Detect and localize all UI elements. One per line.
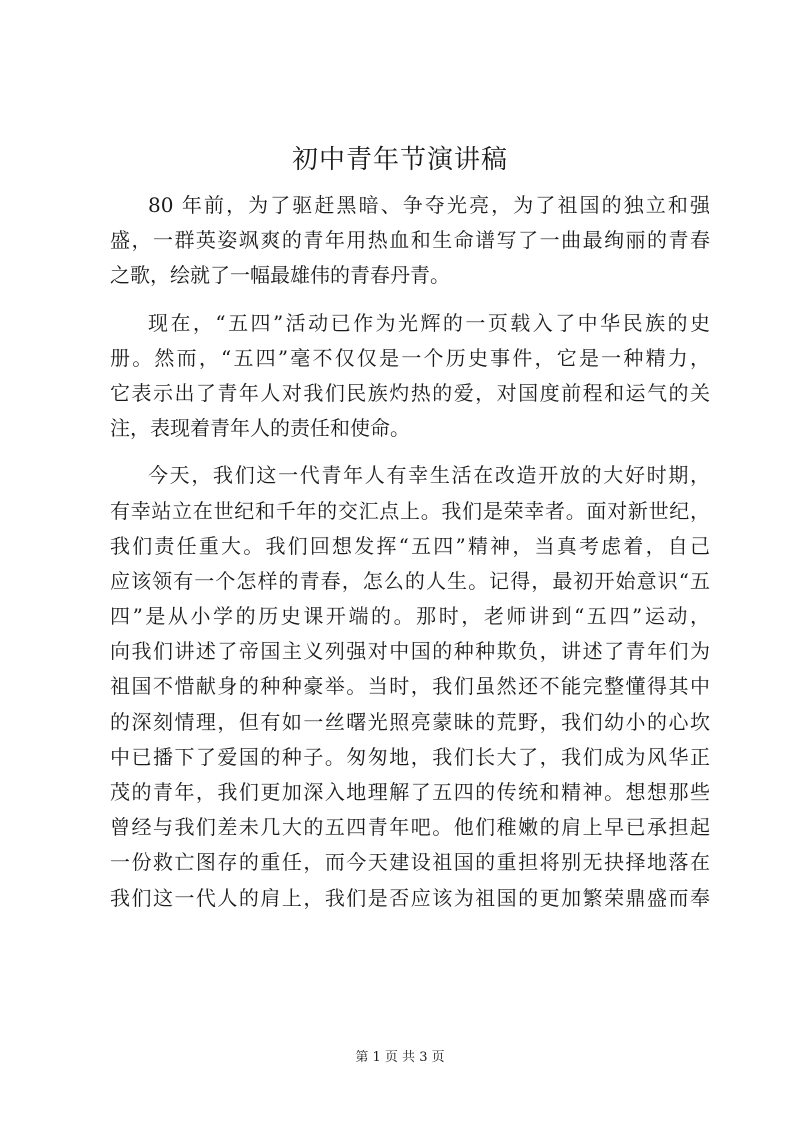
paragraph-line: 注，表现着青年人的责任和使命。 xyxy=(110,416,410,441)
paragraph-2 xyxy=(110,306,710,447)
paragraph-line: 之歌，绘就了一幅最雄伟的青春丹青。 xyxy=(110,263,450,288)
paragraph-line: 中已播下了爱国的种子。匆匆地，我们长大了，我们成为风华正 xyxy=(110,744,710,769)
paragraph-line: 一份救亡图存的重任，而今天建设祖国的重担将别无抉择地落在 xyxy=(110,850,710,875)
paragraph-line: 册。然而，“五四”毫不仅仅是一个历史事件，它是一种精力， xyxy=(110,345,710,370)
paragraph-3 xyxy=(110,458,710,915)
document-title: 初中青年节演讲稿 xyxy=(291,145,508,175)
paragraph-line: 它表示出了青年人对我们民族灼热的爱，对国度前程和运气的关 xyxy=(110,380,710,405)
paragraph-line: 四”是从小学的历史课开端的。那时，老师讲到“五四”运动， xyxy=(110,604,710,629)
paragraph-line: 的深刻情理，但有如一丝曙光照亮蒙昧的荒野，我们幼小的心坎 xyxy=(110,709,710,734)
paragraph-line: 80 年前，为了驱赶黑暗、争夺光亮，为了祖国的独立和强 xyxy=(148,193,710,217)
paragraph-line: 我们责任重大。我们回想发挥“五四”精神，当真考虑着，自己 xyxy=(110,533,710,558)
paragraph-line: 祖国不惜献身的种种豪举。当时，我们虽然还不能完整懂得其中 xyxy=(110,674,710,699)
paragraph-line: 有幸站立在世纪和千年的交汇点上。我们是荣幸者。面对新世纪， xyxy=(110,498,710,523)
paragraph-1 xyxy=(110,188,710,294)
paragraph-line: 盛，一群英姿飒爽的青年用热血和生命谱写了一曲最绚丽的青春 xyxy=(110,228,710,253)
page-footer: 第 1 页 共 3 页 xyxy=(355,1050,445,1065)
paragraph-line: 今天，我们这一代青年人有幸生活在改造开放的大好时期， xyxy=(148,463,710,488)
paragraph-line: 现在，“五四”活动已作为光辉的一页载入了中华民族的史 xyxy=(148,310,710,335)
paragraph-line: 向我们讲述了帝国主义列强对中国的种种欺负，讲述了青年们为 xyxy=(110,639,710,664)
document-body xyxy=(110,188,710,928)
paragraph-line: 曾经与我们差未几大的五四青年吧。他们稚嫩的肩上早已承担起 xyxy=(110,815,710,840)
paragraph-line: 应该领有一个怎样的青春，怎么的人生。记得，最初开始意识“五 xyxy=(110,568,710,593)
paragraph-line: 茂的青年，我们更加深入地理解了五四的传统和精神。想想那些 xyxy=(110,780,710,804)
paragraph-line: 我们这一代人的肩上，我们是否应该为祖国的更加繁荣鼎盛而奉 xyxy=(110,885,710,910)
